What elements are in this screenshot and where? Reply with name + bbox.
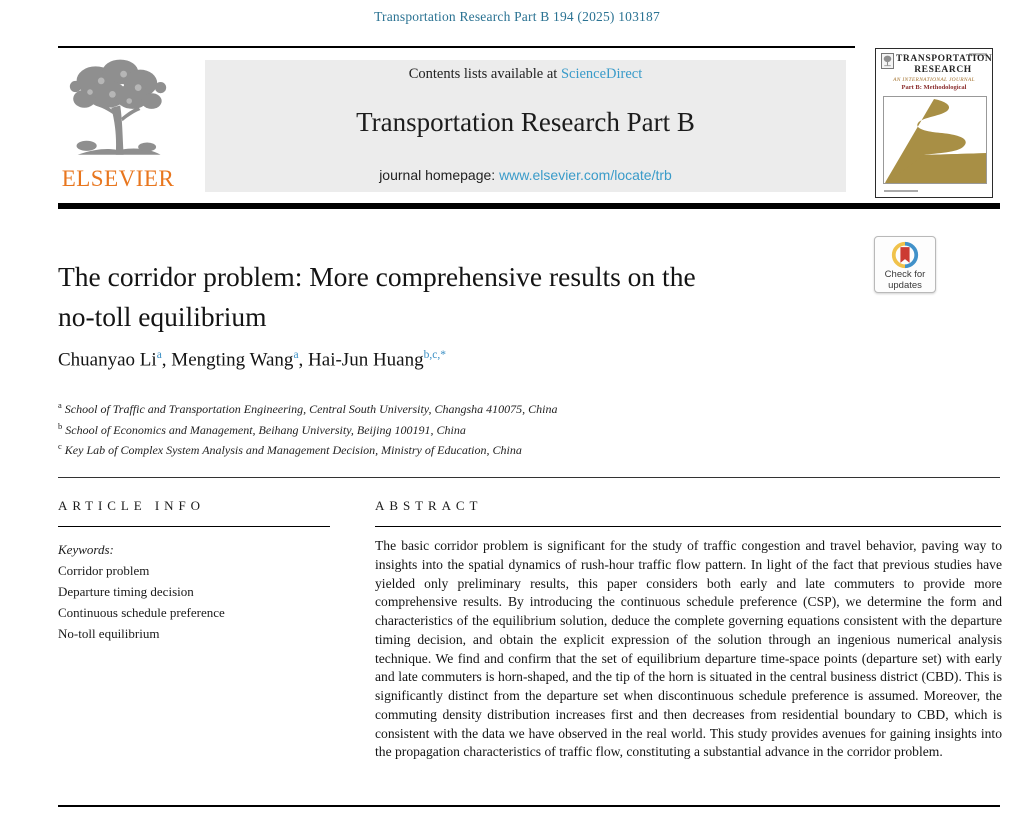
affiliations — [58, 397, 557, 459]
title-line1: The corridor problem: More comprehensive results on the — [58, 261, 696, 292]
bottom-rule — [58, 805, 1000, 807]
affiliation-line: $^b$ School of Economics and Management, Beihang University, Beijing 100191, China — [58, 420, 466, 437]
journal-banner — [205, 60, 846, 192]
citation-line — [0, 9, 1034, 25]
sciencedirect-link[interactable]: ScienceDirect — [560, 66, 643, 82]
homepage-label: journal homepage: — [379, 167, 500, 183]
cover-part-label: Part B: Methodological — [901, 84, 967, 91]
elsevier-logo — [56, 56, 180, 196]
author-separator: , — [161, 349, 172, 371]
check-updates-label: Check for updates — [884, 269, 926, 291]
affiliation-line: $^a$ School of Traffic and Transportation Engineering, Central South University, Changsha 410075, China — [58, 400, 558, 416]
author-affiliation-mark[interactable]: a — [156, 349, 162, 361]
abstract-rule — [375, 526, 1001, 527]
author-affiliation-mark[interactable]: a — [293, 349, 299, 361]
author-name: Hai-Jun Huang — [308, 349, 424, 371]
cover-editor-text — [884, 190, 918, 193]
elsevier-tree-icon — [62, 56, 174, 164]
abstract-text: The basic corridor problem is significant for the study of traffic congestion and travel behavior, paving way to insights into the spatial dynamics of rush-hour traffic flow pattern. In light of the fact that previous studies have yielded only preliminary results, this paper considers both early and late commuters to provide more comprehensive results. By introducing the continuous schedule preference (CSP), we determine the form and characteristics of the equilibrium solution, deduce the complete governing equations consistent with the departure timing decision, and obtain the explicit expression of the solution through an ingenious numerical analysis technique. We find and confirm that the set of equilibrium departure time-space points (departure set) with early and late commuters is horn-shaped, and the tip of the horn is situated in the central business district (CBD). This is significantly distinct from the departure set when discontinuous schedule preference is assumed. Moreover, the commuting density distribution increases first and then decreases from residential boundary to CBD, which is consistent with the data we have observed in the real world. This study provides avenues for gaining insights into the propagation characteristics of traffic flow, constituting a substantial advance in the corridor problem. — [375, 538, 1002, 760]
author-name: Mengting Wang — [171, 349, 294, 371]
cover-title-line1: TRANSPORTATION — [896, 54, 993, 64]
cover-title-line2: RESEARCH — [914, 65, 972, 75]
abstract-heading: ABSTRACT — [375, 498, 483, 513]
cover-elsevier-mini-logo-icon — [881, 53, 894, 69]
contents-lists-line — [205, 66, 846, 83]
winding-road-graphic — [883, 96, 987, 184]
check-updates-icon — [890, 240, 920, 270]
keyword-item: Continuous schedule preference — [58, 605, 225, 620]
keywords-label: Keywords: — [58, 542, 114, 557]
info-section-top-rule — [58, 477, 1000, 478]
author-line — [58, 349, 446, 371]
keyword-item: Departure timing decision — [58, 584, 194, 599]
section-band — [58, 203, 1000, 209]
journal-title: Transportation Research Part B — [356, 107, 695, 137]
page-title — [58, 257, 838, 337]
article-info-heading: ARTICLE INFO — [58, 498, 205, 513]
elsevier-wordmark: ELSEVIER — [61, 166, 175, 191]
homepage-link[interactable]: www.elsevier.com/locate/trb — [499, 167, 672, 183]
journal-cover-thumbnail[interactable] — [875, 48, 993, 198]
author-affiliation-mark[interactable]: b,c,* — [423, 349, 446, 361]
citation-link[interactable]: Transportation Research Part B 194 (2025) 103187 — [374, 9, 660, 24]
keyword-item: No-toll equilibrium — [58, 626, 160, 641]
affiliation-line: $^c$ Key Lab of Complex System Analysis and Management Decision, Ministry of Education, China — [58, 441, 522, 457]
cover-subtitle: AN INTERNATIONAL JOURNAL — [893, 77, 975, 83]
contents-lists-text: Contents lists available at — [408, 66, 561, 82]
check-for-updates-badge[interactable] — [874, 236, 936, 293]
keywords-block — [58, 539, 225, 644]
author-separator: , — [298, 349, 309, 371]
header-divider — [58, 46, 855, 48]
author-name: Chuanyao Li — [58, 349, 157, 371]
journal-homepage-line — [205, 167, 846, 183]
keyword-item: Corridor problem — [58, 563, 150, 578]
article-info-rule — [58, 526, 330, 527]
title-line2: no-toll equilibrium — [58, 301, 267, 332]
